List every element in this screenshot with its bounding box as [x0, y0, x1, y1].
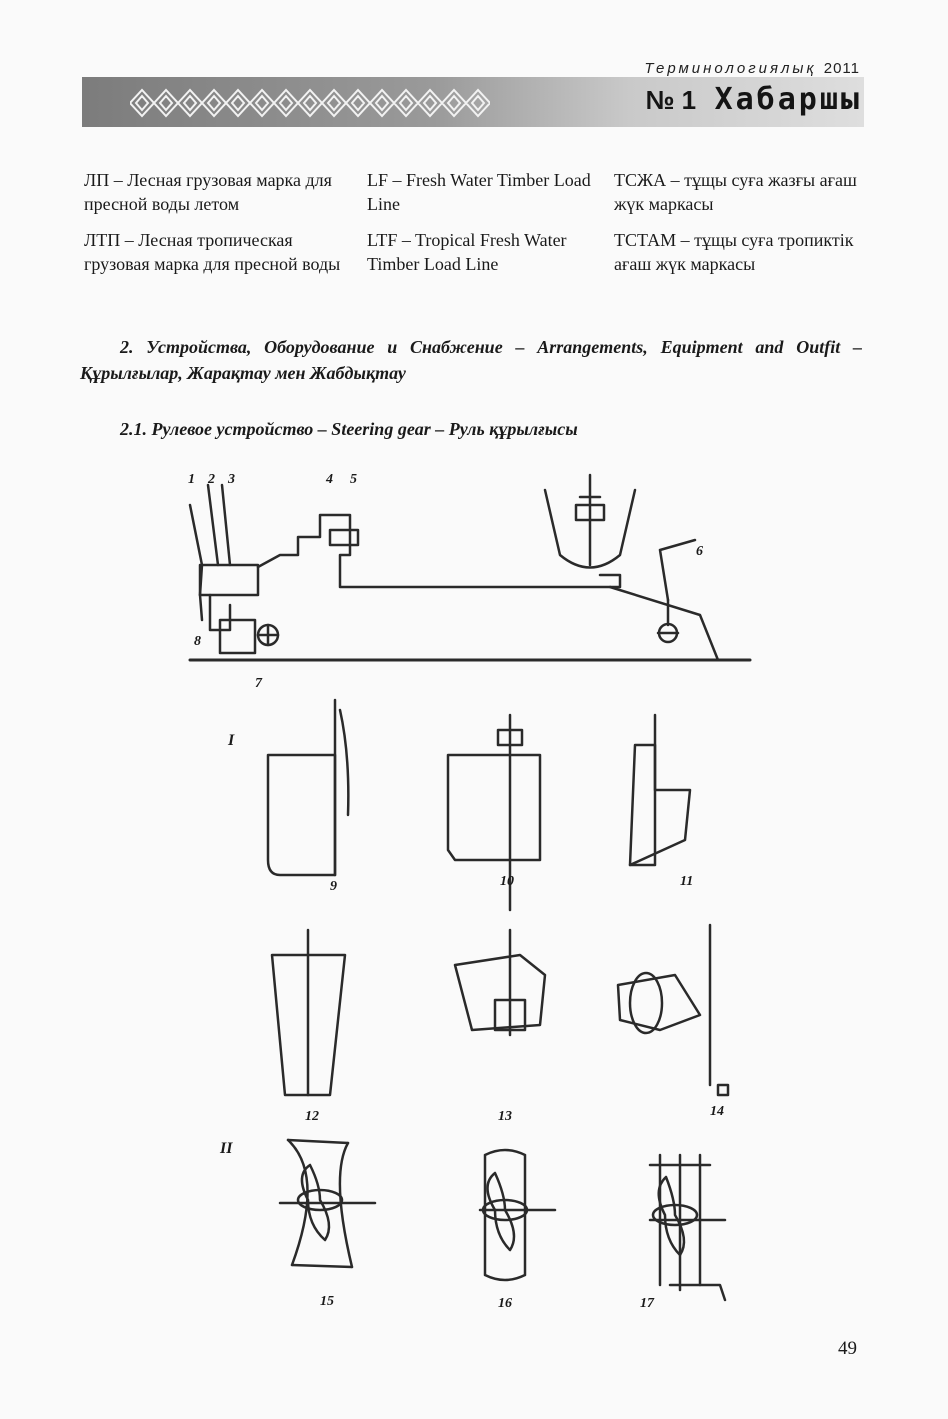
- subsection-heading: 2.1. Рулевое устройство – Steering gear – Руль құрылғысы: [120, 419, 578, 439]
- figure-label: 4: [326, 472, 333, 487]
- term-row: [84, 228, 864, 308]
- figure-label: 12: [305, 1109, 319, 1124]
- figure-label: 17: [640, 1296, 654, 1311]
- steering-gear-figure: [180, 455, 770, 1325]
- figure-group-label: II: [220, 1140, 233, 1157]
- term-en: LTF – Tropical Fresh Water Timber Load Line: [367, 230, 567, 274]
- term-ru: ЛП – Лесная грузовая марка для пресной воды летом: [84, 170, 332, 214]
- term-ru: ЛТП – Лесная тропическая грузовая марка для пресной воды: [84, 230, 341, 274]
- figure-label: 11: [680, 874, 694, 889]
- figure-label: 7: [255, 676, 262, 691]
- issue-number: № 1: [645, 85, 697, 115]
- journal-title-line: [560, 60, 860, 77]
- figure-label: 1: [188, 472, 195, 487]
- journal-title: Терминологиялық: [644, 60, 817, 77]
- figure-label: 15: [320, 1294, 334, 1309]
- figure-group-label: I: [228, 732, 235, 749]
- figure-label: 5: [350, 472, 357, 487]
- term-row: [84, 168, 864, 228]
- term-kk: ТСЖА – тұщы суға жазғы ағаш жүк маркасы: [614, 170, 857, 214]
- ornament-band: [130, 84, 490, 122]
- term-en: LF – Fresh Water Timber Load Line: [367, 170, 591, 214]
- figure-label: 14: [710, 1104, 724, 1119]
- journal-name: Хабаршы: [714, 82, 862, 117]
- figure-label: 3: [228, 472, 235, 487]
- section-heading: 2. Устройства, Оборудование и Снабжение – Arrangements, Equipment and Outfit – Құрылғылар, Жарақтау мен Жабдықтау: [80, 337, 862, 383]
- figure-label: 13: [498, 1109, 512, 1124]
- page-number: 49: [838, 1338, 857, 1359]
- terms-table: [84, 168, 864, 308]
- term-kk: ТСТАМ – тұщы суға тропиктік ағаш жүк маркасы: [614, 230, 854, 274]
- figure-label: 8: [194, 634, 201, 649]
- figure-label: 2: [208, 472, 215, 487]
- figure-label: 10: [500, 874, 514, 889]
- issue-heading: [645, 82, 862, 117]
- journal-year: 2011: [823, 60, 860, 77]
- figure-label: 6: [696, 544, 703, 559]
- figure-label: 9: [330, 879, 337, 894]
- figure-label: 16: [498, 1296, 512, 1311]
